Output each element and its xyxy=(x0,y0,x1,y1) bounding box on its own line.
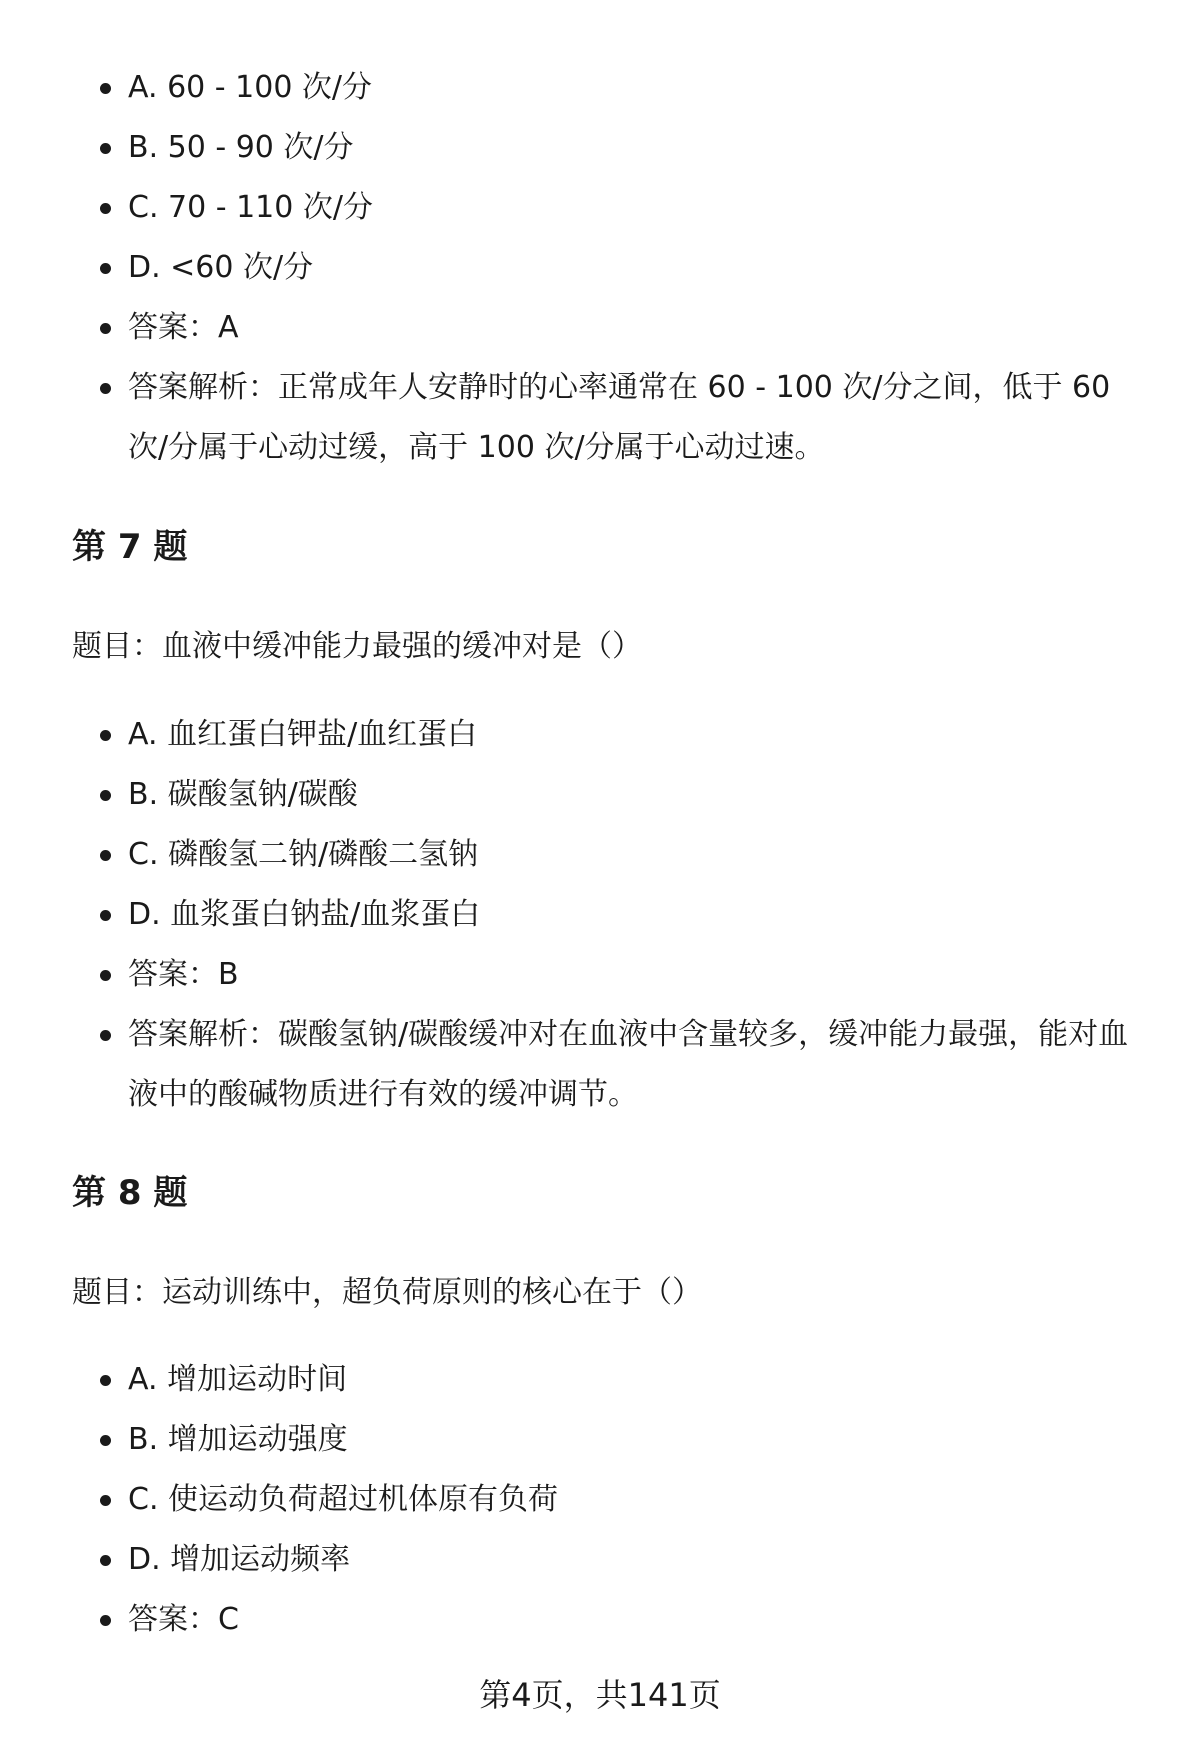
q7-heading: 第 7 题 xyxy=(72,527,188,567)
page-number-footer: 第4页，共141页 xyxy=(479,1676,721,1714)
q6-option-c: C. 70 - 110 次/分 xyxy=(128,178,1148,238)
q6-explanation: 答案解析：正常成年人安静时的心率通常在 60 - 100 次/分之间，低于 60 次/分属于心动过缓，高于 100 次/分属于心动过速。 xyxy=(128,358,1148,478)
q8-question: 题目：运动训练中，超负荷原则的核心在于（） xyxy=(72,1275,702,1310)
q6-option-d: D. <60 次/分 xyxy=(128,238,1148,298)
q7-option-c: C. 磷酸氢二钠/磷酸二氢钠 xyxy=(128,825,1148,885)
q6-answer: 答案：A xyxy=(128,298,1148,358)
q7-option-a: A. 血红蛋白钾盐/血红蛋白 xyxy=(128,705,1148,765)
q6-option-a: A. 60 - 100 次/分 xyxy=(128,58,1148,118)
q6-option-b: B. 50 - 90 次/分 xyxy=(128,118,1148,178)
q8-heading: 第 8 题 xyxy=(72,1173,188,1213)
q8-option-a: A. 增加运动时间 xyxy=(128,1350,1148,1410)
q7-question: 题目：血液中缓冲能力最强的缓冲对是（） xyxy=(72,629,642,664)
q7-answer: 答案：B xyxy=(128,945,1148,1005)
q8-option-d: D. 增加运动频率 xyxy=(128,1530,1148,1590)
q7-option-d: D. 血浆蛋白钠盐/血浆蛋白 xyxy=(128,885,1148,945)
q7-option-b: B. 碳酸氢钠/碳酸 xyxy=(128,765,1148,825)
q7-explanation: 答案解析：碳酸氢钠/碳酸缓冲对在血液中含量较多，缓冲能力最强，能对血液中的酸碱物质进行有效的缓冲调节。 xyxy=(128,1005,1148,1125)
q8-option-b: B. 增加运动强度 xyxy=(128,1410,1148,1470)
q8-answer: 答案：C xyxy=(128,1590,1148,1650)
q8-option-c: C. 使运动负荷超过机体原有负荷 xyxy=(128,1470,1148,1530)
